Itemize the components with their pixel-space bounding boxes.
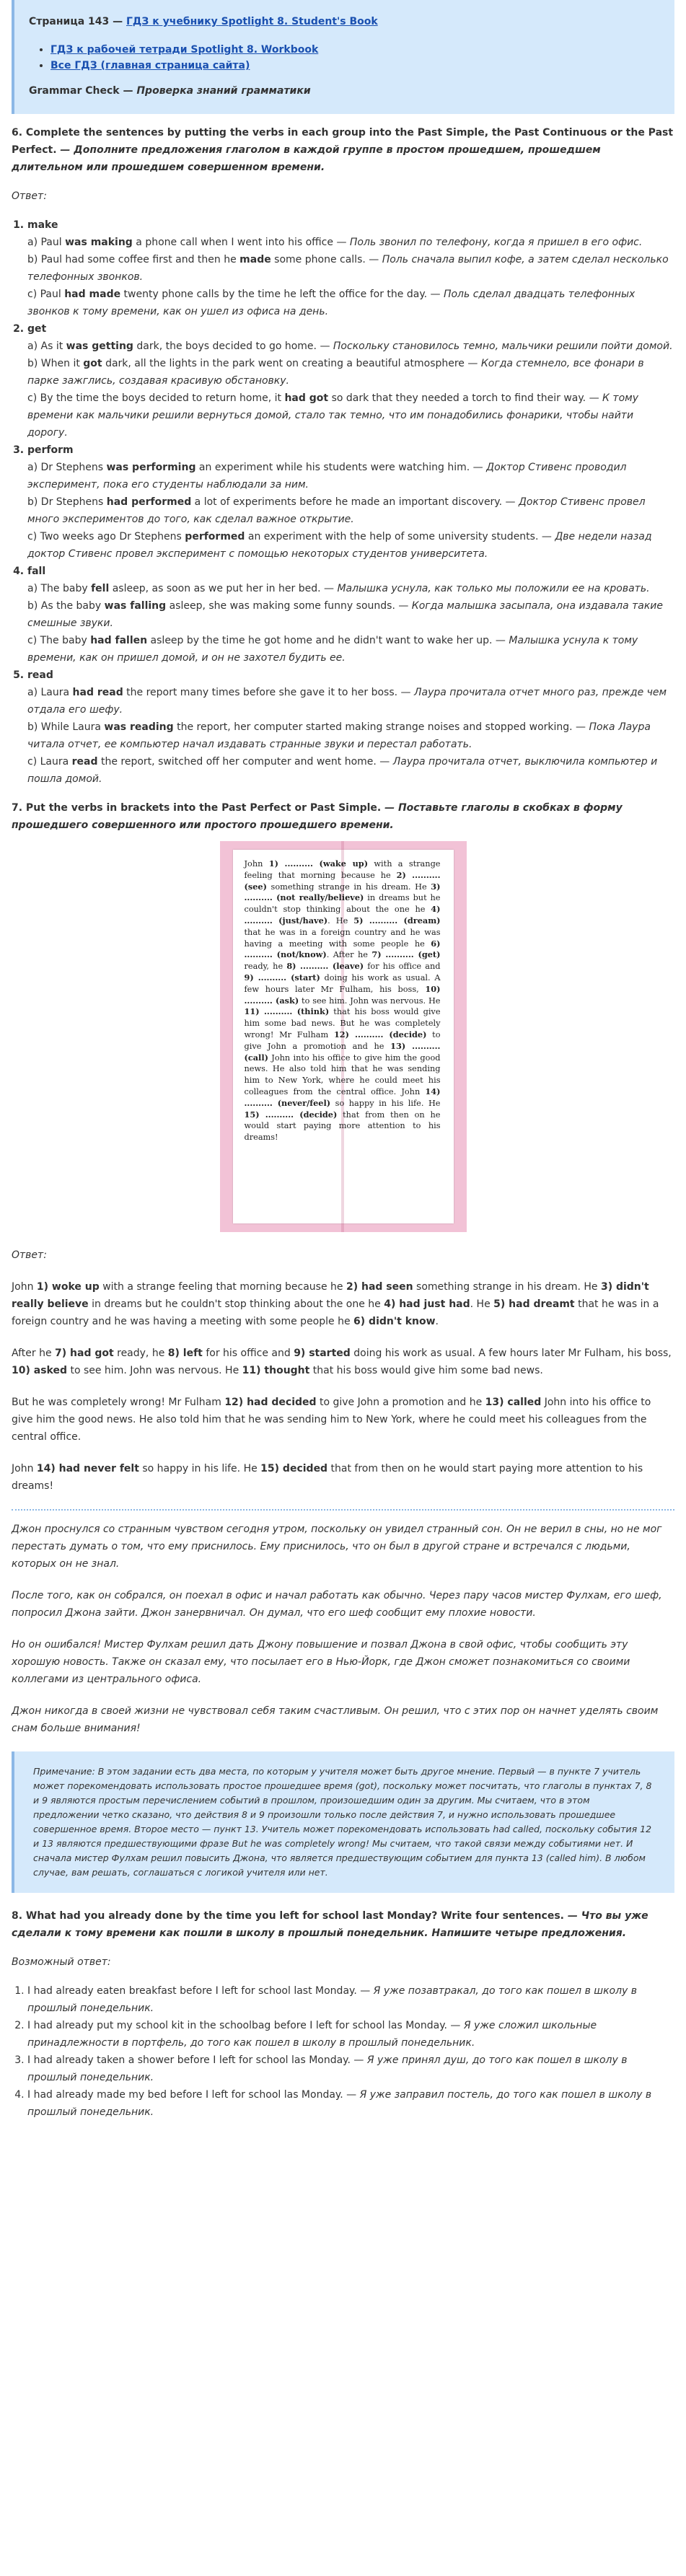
- answer-verb: was performing: [106, 462, 196, 473]
- answer-paragraph: [12, 1345, 674, 1379]
- answer-verb: 11) thought: [242, 1365, 310, 1376]
- sentence-text: b) Dr Stephens: [27, 496, 107, 508]
- header-box: [12, 0, 674, 114]
- translation: Пока Лаура читала отчет, ее компьютер начал издавать странные звуки и перестал работать.: [27, 721, 651, 750]
- sentence-text: asleep, she was making some funny sounds. —: [166, 600, 412, 612]
- answer-verb: 4) had just had: [384, 1298, 470, 1310]
- translation-paragraph: Джон проснулся со странным чувством сегодня утром, поскольку он увидел странный сон. Он не верил в сны, но не мог перестать думать о том, что ему приснилось. Ему приснилось, что он был в другой стране и встречался с людьми, которых он не знал.: [12, 1524, 662, 1570]
- picture-text-run: for his office and: [364, 962, 441, 972]
- list-item: [27, 2017, 674, 2052]
- answer-text: .: [435, 1316, 439, 1327]
- answer-verb: read: [71, 756, 98, 768]
- gap-prompt: 10) .......... (ask): [244, 983, 441, 1006]
- picture-text-run: that he was in a foreign country and he was having a meeting with some people he: [244, 927, 441, 949]
- ex6-answer-label: Ответ:: [12, 190, 47, 202]
- gap-prompt: 7) .......... (get): [371, 949, 441, 960]
- sentence-text: a) Laura: [27, 687, 73, 698]
- ex7-title-ru: — Поставьте глаголы в скобках в форму прошедшего совершенного или простого прошедшего времени.: [12, 802, 623, 831]
- sentence: [27, 528, 674, 563]
- answer-text: . He: [470, 1298, 494, 1310]
- sentence-text: c) Laura: [27, 756, 72, 768]
- translation: Я уже сложил школьные принадлежности в портфель, до того как пошел в школу в прошлый понедельник.: [27, 2020, 597, 2049]
- translation: Поль сделал двадцать телефонных звонков к тому времени, как он ушел из офиса на день.: [27, 289, 636, 317]
- sentence-text: I had already made my bed before I left for school las Monday. —: [27, 2089, 360, 2101]
- links-list: [38, 42, 657, 74]
- picture-text-run: something strange in his dream. He: [266, 882, 431, 892]
- sentence: [27, 251, 674, 286]
- sentence: [27, 338, 674, 355]
- answer-text: something strange in his dream. He: [413, 1281, 601, 1293]
- translation: Поль сначала выпил кофе, а затем сделал несколько телефонных звонков.: [27, 254, 669, 283]
- translation: Лаура прочитала отчет, выключила компьютер и пошла домой.: [27, 756, 658, 785]
- sentence-text: I had already eaten breakfast before I left for school last Monday. —: [27, 1985, 374, 1997]
- sentence: [27, 355, 674, 390]
- verb-heading: get: [27, 323, 47, 335]
- students-book-link[interactable]: ГДЗ к учебнику Spotlight 8. Student's Book: [126, 16, 378, 27]
- answer-text: with a strange feeling that morning because he: [99, 1281, 346, 1293]
- sentence-text: I had already put my school kit in the schoolbag before I left for school las Monday. —: [27, 2020, 464, 2031]
- answer-text: to see him. John was nervous. He: [67, 1365, 242, 1376]
- page-line: [29, 13, 657, 30]
- translation: Я уже заправил постель, до того как пошел в школу в прошлый понедельник.: [27, 2089, 652, 2118]
- ex8-title-en: 8. What had you already done by the time you left for school last Monday? Write four sentences.: [12, 1910, 565, 1922]
- gap-prompt: 2) .......... (see): [244, 869, 441, 892]
- list-item: [50, 58, 657, 74]
- ex8-title: [12, 1907, 674, 1942]
- ex7-answer-label: Ответ:: [12, 1249, 47, 1261]
- verb-heading: make: [27, 219, 58, 231]
- verb-heading: read: [27, 669, 53, 681]
- gap-prompt: 6) .......... (not/know): [244, 938, 441, 960]
- sentence-text: b) When it: [27, 358, 84, 369]
- translation: Поскольку становилось темно, мальчики решили пойти домой.: [333, 340, 673, 352]
- answer-verb: 8) left: [167, 1348, 203, 1359]
- picture-text-run: John: [244, 859, 269, 869]
- picture-text-run: with a strange feeling that morning because he: [244, 859, 441, 880]
- picture-text-run: so happy in his life. He: [330, 1098, 441, 1108]
- sentence-text: the report, switched off her computer and went home. —: [97, 756, 393, 768]
- sentence: [27, 286, 674, 320]
- grammar-check-title: [29, 82, 657, 100]
- answer-verb: 12) had decided: [224, 1397, 317, 1408]
- ex7-title-en: 7. Put the verbs in brackets into the Past Perfect or Past Simple.: [12, 802, 382, 814]
- sentence-text: c) The baby: [27, 635, 91, 646]
- sentence-text: dark, all the lights in the park went on creating a beautiful atmosphere —: [102, 358, 481, 369]
- sentence: [27, 234, 674, 251]
- picture-text-run: that from then on he would start paying more attention to his dreams!: [244, 1109, 441, 1143]
- sentence-text: c) Two weeks ago Dr Stephens: [27, 531, 185, 542]
- picture-text-run: . He: [327, 915, 354, 926]
- answer-verb: 7) had got: [55, 1348, 114, 1359]
- answer-verb: had got: [284, 392, 329, 404]
- sentence-text: b) Paul had some coffee first and then he: [27, 254, 240, 265]
- answer-verb: 5) had dreamt: [493, 1298, 575, 1310]
- translation: Малышка уснула к тому времени, как он пришел домой, и он не захотел будить ее.: [27, 635, 638, 664]
- gap-prompt: 13) .......... (call): [244, 1040, 441, 1063]
- picture-text-run: . After he: [326, 950, 372, 960]
- answer-verb: had fallen: [90, 635, 148, 646]
- sentence-text: so dark that they needed a torch to find their way. —: [328, 392, 603, 404]
- sentence: [27, 580, 674, 597]
- answer-text: in dreams but he couldn't stop thinking about the one he: [88, 1298, 384, 1310]
- sentence-text: a lot of experiments before he made an important discovery. —: [191, 496, 519, 508]
- content: [0, 124, 686, 2121]
- answer-verb: 3) didn't really believe: [12, 1281, 649, 1310]
- ex6-title: [12, 124, 674, 176]
- answer-text: to give John a promotion and he: [316, 1397, 485, 1408]
- sentence-text: c) Paul: [27, 289, 65, 300]
- ex6-title-en: 6. Complete the sentences by putting the verbs in each group into the Past Simple, the Past Continuous or the Past Perfect.: [12, 127, 674, 156]
- sentence: [27, 718, 674, 753]
- picture-text-run: to give John a promotion and he: [244, 1029, 441, 1051]
- translation: Когда стемнело, все фонари в парке зажглись, создавая красивую обстановку.: [27, 358, 644, 387]
- sentence-text: a) Dr Stephens: [27, 462, 107, 473]
- translation: К тому времени как мальчики решили вернуться домой, стало так темно, что им понадобились фонарики, чтобы найти дорогу.: [27, 392, 638, 439]
- page-prefix: Страница 143 —: [29, 16, 127, 27]
- picture-text-run: John into his office to give him the good news. He also told him that he was sending him to New York, where he could meet his colleagues from the central office. John: [244, 1052, 441, 1096]
- sentence-text: twenty phone calls by the time he left the office for the day. —: [120, 289, 444, 300]
- sentence-text: an experiment with the help of some university students. —: [245, 531, 555, 542]
- translation: Я уже позавтракал, до того как пошел в школу в прошлый понедельник.: [27, 1985, 638, 2014]
- answer-verb: 6) didn't know: [353, 1316, 436, 1327]
- answer-verb: 10) asked: [12, 1365, 67, 1376]
- translation: Доктор Стивенс проводил эксперимент, пока его студенты наблюдали за ним.: [27, 462, 627, 491]
- picture-text-run: in dreams but he couldn't stop thinking about the one he: [244, 893, 441, 915]
- sentence-text: an experiment while his students were watching him. —: [195, 462, 487, 473]
- ex7-answer: [12, 1278, 674, 1495]
- sentence-text: dark, the boys decided to go home. —: [133, 340, 333, 352]
- answer-verb: had made: [64, 289, 121, 300]
- gap-prompt: 15) .......... (decide): [244, 1109, 338, 1120]
- answer-text: that he was in a foreign country and he was having a meeting with some people he: [12, 1298, 659, 1327]
- answer-text: for his office and: [202, 1348, 294, 1359]
- sentence-text: a phone call when I went into his office —: [132, 237, 350, 248]
- translation-paragraph: Джон никогда в своей жизни не чувствовал себя таким счастливым. Он решил, что с этих пор он начнет уделять своим снам больше внимания!: [12, 1705, 659, 1734]
- answer-text: John into his office to give him the good news. He also told him that he was sending him to New York, where he could meet his colleagues from the central office.: [12, 1397, 651, 1443]
- gap-prompt: 3) .......... (not really/believe): [244, 881, 441, 903]
- list-item: [27, 441, 674, 563]
- divider: [12, 1509, 674, 1511]
- picture-text: [245, 858, 441, 1143]
- answer-verb: got: [83, 358, 102, 369]
- answer-verb: was reading: [104, 721, 174, 733]
- sentence-text: a) The baby: [27, 583, 92, 594]
- translation: Когда малышка засыпала, она издавала такие смешные звуки.: [27, 600, 663, 629]
- answer-verb: 2) had seen: [346, 1281, 413, 1293]
- translation: Я уже принял душ, до того как пошел в школу в прошлый понедельник.: [27, 2054, 628, 2083]
- sentence: [27, 753, 674, 788]
- verb-heading: perform: [27, 444, 74, 456]
- sentence-text: a) Paul: [27, 237, 66, 248]
- sentence: [27, 684, 674, 718]
- sentence-text: a) As it: [27, 340, 66, 352]
- answer-verb: was falling: [104, 600, 167, 612]
- sentence-text: c) By the time the boys decided to return home, it: [27, 392, 285, 404]
- answer-verb: was making: [65, 237, 133, 248]
- list-item: [27, 1982, 674, 2017]
- sentence-text: I had already taken a shower before I left for school las Monday. —: [27, 2054, 367, 2066]
- gap-prompt: 4) .......... (just/have): [244, 904, 441, 926]
- translation-paragraph: Но он ошибался! Мистер Фулхам решил дать Джону повышение и позвал Джона в свой офис, чтобы сообщить эту хорошую новость. Также он сказал ему, что посылает его в Нью-Йорк, где Джон сможет познакомиться со своими коллегами из центрального офиса.: [12, 1639, 630, 1685]
- note-box: Примечание: В этом задании есть два места, по которым у учителя может быть другое мнение. Первый — в пункте 7 учитель может порекомендовать использовать простое прошедшее время (got), поскольку может посчитать, что глаголы в пунктах 7, 8 и 9 являются простым перечислением событий в прошлом, произошедшим один за другим. Мы считаем, что в этом предложении четко сказано, что действия 8 и 9 произошли только после действия 7, и нужно использовать прошедшее совершенное время. Второе место — пункт 13. Учитель может порекомендовать использовать had called, поскольку события 12 и 13 являются предшествующими фразе But he was completely wrong! Мы считаем, что такой связи между событиями нет. И сначала мистер Фулхам решил повысить Джона, что является предшествующим событием для пункта 13 (called him). В любом случае, вам решать, соглашаться с логикой учителя или нет.: [12, 1751, 674, 1893]
- answer-text: After he: [12, 1348, 56, 1359]
- answer-text: that from then on he would start paying more attention to his dreams!: [12, 1463, 643, 1492]
- gc-subtitle: Проверка знаний грамматики: [136, 85, 311, 97]
- picture-text-run: to see him. John was nervous. He: [299, 995, 441, 1006]
- ex7-title: [12, 799, 674, 834]
- gc-title: Grammar Check —: [29, 85, 137, 97]
- ex8-list: [12, 1982, 674, 2121]
- list-item: [27, 563, 674, 667]
- answer-verb: 1) woke up: [36, 1281, 100, 1293]
- list-item: [27, 2052, 674, 2086]
- answer-text: ready, he: [113, 1348, 168, 1359]
- gap-prompt: 9) .......... (start): [244, 972, 320, 983]
- sentence: [27, 597, 674, 632]
- picture-text-run: ready, he: [244, 962, 287, 972]
- answer-text: John: [12, 1463, 37, 1474]
- gap-prompt: 1) .......... (wake up): [268, 858, 369, 869]
- ex6-list: [12, 216, 674, 788]
- sentence: [27, 459, 674, 493]
- translation: Две недели назад доктор Стивенс провел эксперимент с помощью некоторых студентов университета.: [27, 531, 652, 560]
- translation: Доктор Стивенс провел много экспериментов до того, как сделал важное открытие.: [27, 496, 646, 525]
- textbook-picture: [220, 841, 467, 1232]
- answer-text: John: [12, 1281, 37, 1293]
- ex6-title-ru: — Дополните предложения глаголом в каждой группе в простом прошедшем, прошедшем длительном или прошедшем совершенном времени.: [12, 144, 601, 173]
- sentence: [27, 390, 674, 441]
- workbook-link[interactable]: ГДЗ к рабочей тетради Spotlight 8. Workbook: [50, 44, 319, 56]
- answer-paragraph: [12, 1394, 674, 1446]
- answer-verb: made: [239, 254, 271, 265]
- sentence-text: asleep by the time he got home and he didn't want to wake her up. —: [147, 635, 509, 646]
- answer-verb: fell: [91, 583, 110, 594]
- sentence-text: the report many times before she gave it to her boss. —: [123, 687, 414, 698]
- answer-verb: was getting: [66, 340, 133, 352]
- answer-verb: 9) started: [294, 1348, 351, 1359]
- answer-paragraph: [12, 1460, 674, 1495]
- sentence-text: some phone calls. —: [271, 254, 382, 265]
- sentence: [27, 493, 674, 528]
- sentence-text: b) While Laura: [27, 721, 105, 733]
- translation-paragraph: После того, как он собрался, он поехал в офис и начал работать как обычно. Через пару часов мистер Фулхам, его шеф, попросил Джона зайти. Джон занервничал. Он думал, что его шеф сообщит ему плохие новости.: [12, 1590, 662, 1619]
- list-item: [27, 216, 674, 320]
- answer-text: so happy in his life. He: [138, 1463, 261, 1474]
- answer-verb: had performed: [106, 496, 192, 508]
- list-item: [27, 2086, 674, 2121]
- sentence-text: the report, her computer started making strange noises and stopped working. —: [173, 721, 589, 733]
- ex8-answer-label: Возможный ответ:: [12, 1956, 111, 1968]
- translation: Поль звонил по телефону, когда я пришел в его офис.: [349, 237, 643, 248]
- picture-text-run: doing his work as usual. A few hours later Mr Fulham, his boss,: [244, 972, 441, 994]
- list-item: [50, 42, 657, 58]
- list-item: [27, 667, 674, 788]
- answer-paragraph: [12, 1278, 674, 1330]
- sentence-text: asleep, as soon as we put her in her bed. —: [109, 583, 338, 594]
- gap-prompt: 12) .......... (decide): [333, 1029, 427, 1039]
- sentence: [27, 632, 674, 667]
- answer-verb: performed: [185, 531, 245, 542]
- ex8-title-ru: — Что вы уже сделали к тому времени как пошли в школу в прошлый понедельник. Напишите четыре предложения.: [12, 1910, 648, 1939]
- answer-text: But he was completely wrong! Mr Fulham: [12, 1397, 225, 1408]
- verb-heading: fall: [27, 566, 46, 577]
- answer-text: that his boss would give him some bad news.: [309, 1365, 543, 1376]
- translation: Малышка уснула, как только мы положили ее на кровать.: [337, 583, 650, 594]
- answer-verb: 15) decided: [260, 1463, 328, 1474]
- gap-prompt: 14) .......... (never/feel): [244, 1086, 441, 1108]
- ex7-translation: [12, 1521, 674, 1737]
- answer-verb: 14) had never felt: [36, 1463, 139, 1474]
- translation: Лаура прочитала отчет много раз, прежде чем отдала его шефу.: [27, 687, 667, 716]
- answer-text: doing his work as usual. A few hours later Mr Fulham, his boss,: [350, 1348, 672, 1359]
- list-item: [27, 320, 674, 441]
- gap-prompt: 5) .......... (dream): [353, 915, 441, 926]
- home-link[interactable]: Все ГДЗ (главная страница сайта): [50, 60, 250, 71]
- sentence-text: b) As the baby: [27, 600, 105, 612]
- gap-prompt: 8) .......... (leave): [286, 961, 364, 972]
- gap-prompt: 11) .......... (think): [244, 1006, 330, 1017]
- picture-text-run: that his boss would give him some bad news. But he was completely wrong! Mr Fulham: [244, 1007, 441, 1039]
- answer-verb: had read: [72, 687, 123, 698]
- answer-verb: 13) called: [485, 1397, 542, 1408]
